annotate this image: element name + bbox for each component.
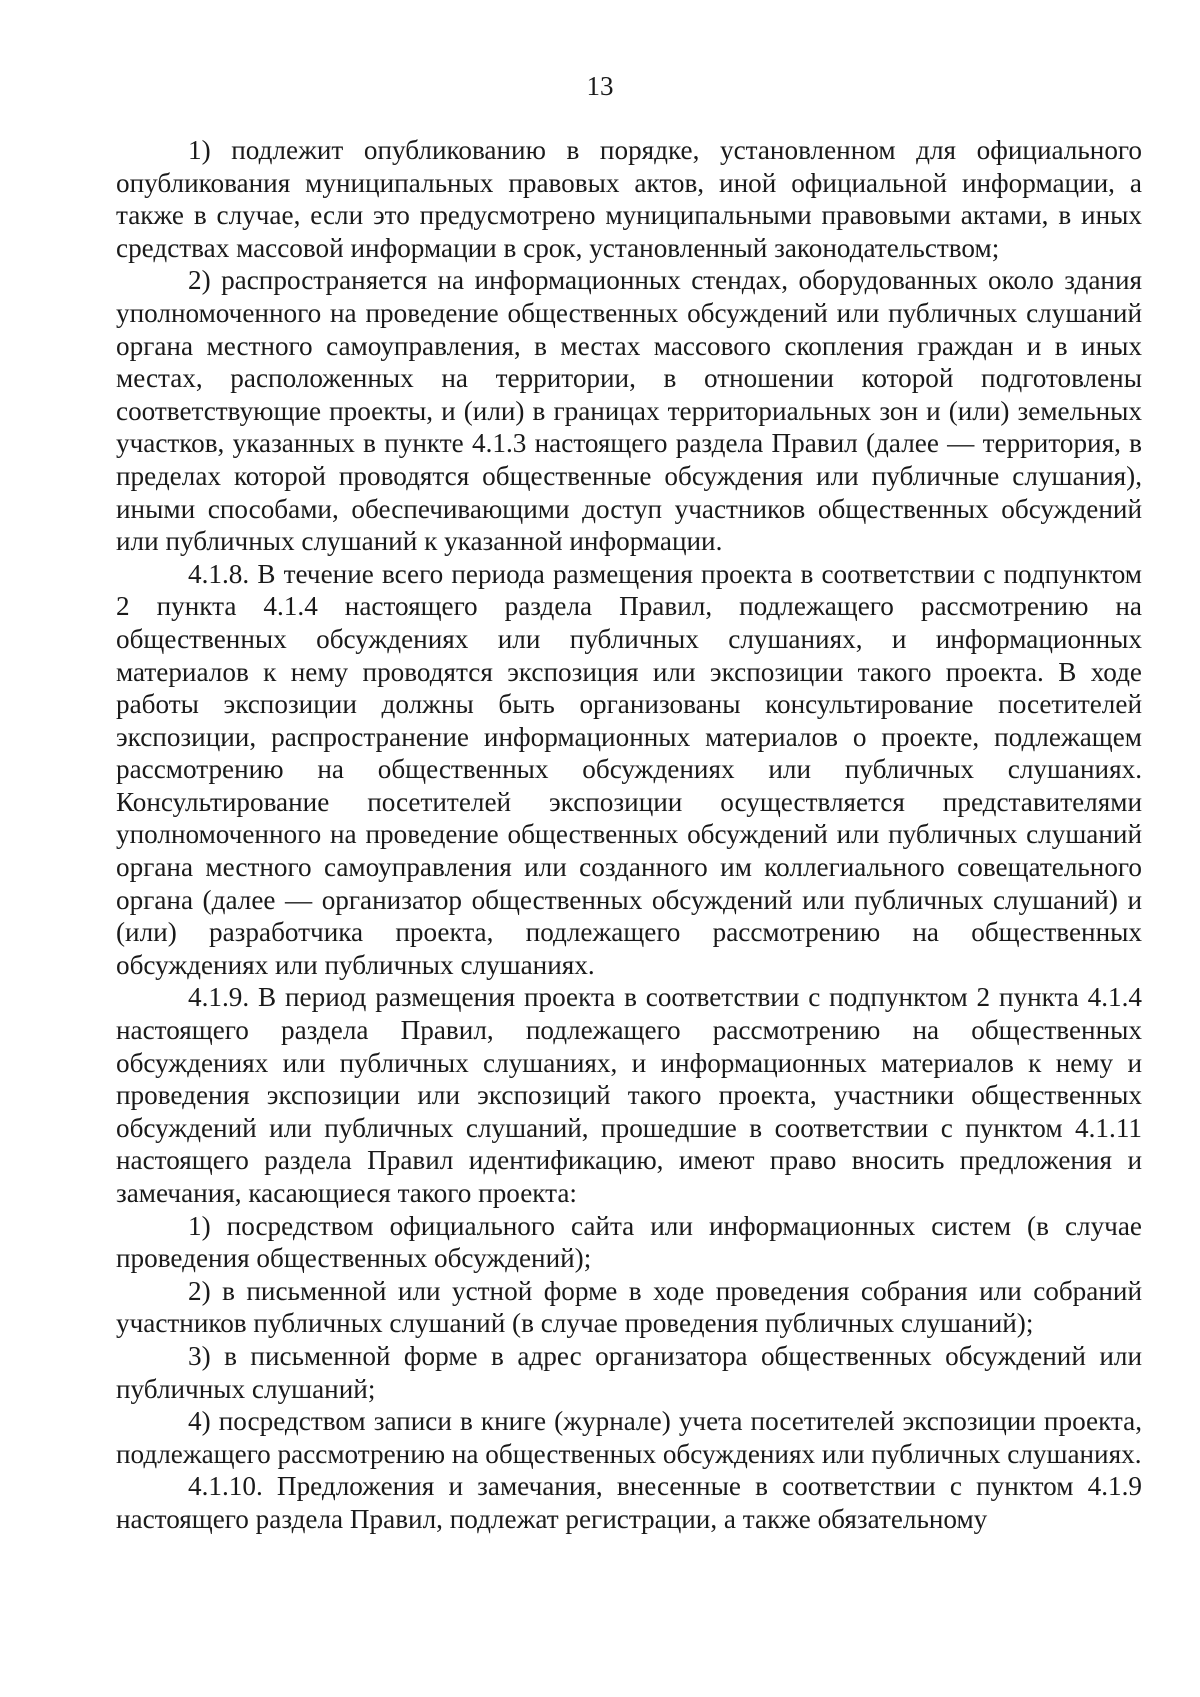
paragraph-item-1: 1) подлежит опубликованию в порядке, установленном для официального опубликования муниципальных правовых актов, иной официальной информации, а также в случае, если это предусмотрено муниципальными правовыми актами, в иных средствах массовой информации в срок, установленный законодательством; — [116, 135, 1142, 263]
paragraph-sub-1: 1) посредством официального сайта или информационных систем (в случае проведения общественных обсуждений); — [116, 1210, 1142, 1274]
page-number: 13 — [586, 71, 614, 101]
paragraph-sub-4: 4) посредством записи в книге (журнале) учета посетителей экспозиции проекта, подлежащего рассмотрению на общественных обсуждениях или публичных слушаниях. — [116, 1406, 1142, 1469]
paragraph-item-2: 2) распространяется на информационных стендах, оборудованных около здания уполномоченного на проведение общественных обсуждений или публичных слушаний органа местного самоуправления, в местах массового скопления граждан и в иных местах, расположенных на территории, в отношении которой подготовлены соответствующие проекты, и (или) в границах территориальных зон и (или) земельных участков, указанных в пункте 4.1.3 настоящего раздела Правил (далее — территория, в пределах которой проводятся общественные обсуждения или публичные слушания), иными способами, обеспечивающими доступ участников общественных обсуждений или публичных слушаний к указанной информации. — [116, 265, 1142, 557]
paragraph-sub-3: 3) в письменной форме в адрес организатора общественных обсуждений или публичных слушаний; — [116, 1340, 1142, 1404]
paragraph-sub-2: 2) в письменной или устной форме в ходе проведения собрания или собраний участников публичных слушаний (в случае проведения публичных слушаний); — [116, 1275, 1142, 1339]
document-body — [116, 134, 1142, 1536]
paragraph-4-1-10: 4.1.10. Предложения и замечания, внесенные в соответствии с пунктом 4.1.9 настоящего раздела Правил, подлежат регистрации, а также обязательному — [116, 1471, 1142, 1534]
paragraph-4-1-8: 4.1.8. В течение всего периода размещения проекта в соответствии с подпунктом 2 пункта 4.1.4 настоящего раздела Правил, подлежащего рассмотрению на общественных обсуждениях или публичных слушаниях, и информационных материалов к нему проводятся экспозиция или экспозиции такого проекта. В ходе работы экспозиции должны быть организованы консультирование посетителей экспозиции, распространение информационных материалов о проекте, подлежащем рассмотрению на общественных обсуждениях или публичных слушаниях. Консультирование посетителей экспозиции осуществляется представителями уполномоченного на проведение общественных обсуждений или публичных слушаний органа местного самоуправления или созданного им коллегиального совещательного органа (далее — организатор общественных обсуждений или публичных слушаний) и (или) разработчика проекта, подлежащего рассмотрению на общественных обсуждениях или публичных слушаниях. — [116, 558, 1142, 980]
paragraph-4-1-9: 4.1.9. В период размещения проекта в соответствии с подпунктом 2 пункта 4.1.4 настоящего раздела Правил, подлежащего рассмотрению на общественных обсуждениях или публичных слушаниях, и информационных материалов к нему и проведения экспозиции или экспозиций такого проекта, участники общественных обсуждений или публичных слушаний, прошедшие в соответствии с пунктом 4.1.11 настоящего раздела Правил идентификацию, имеют право вносить предложения и замечания, касающиеся такого проекта: — [116, 982, 1142, 1208]
